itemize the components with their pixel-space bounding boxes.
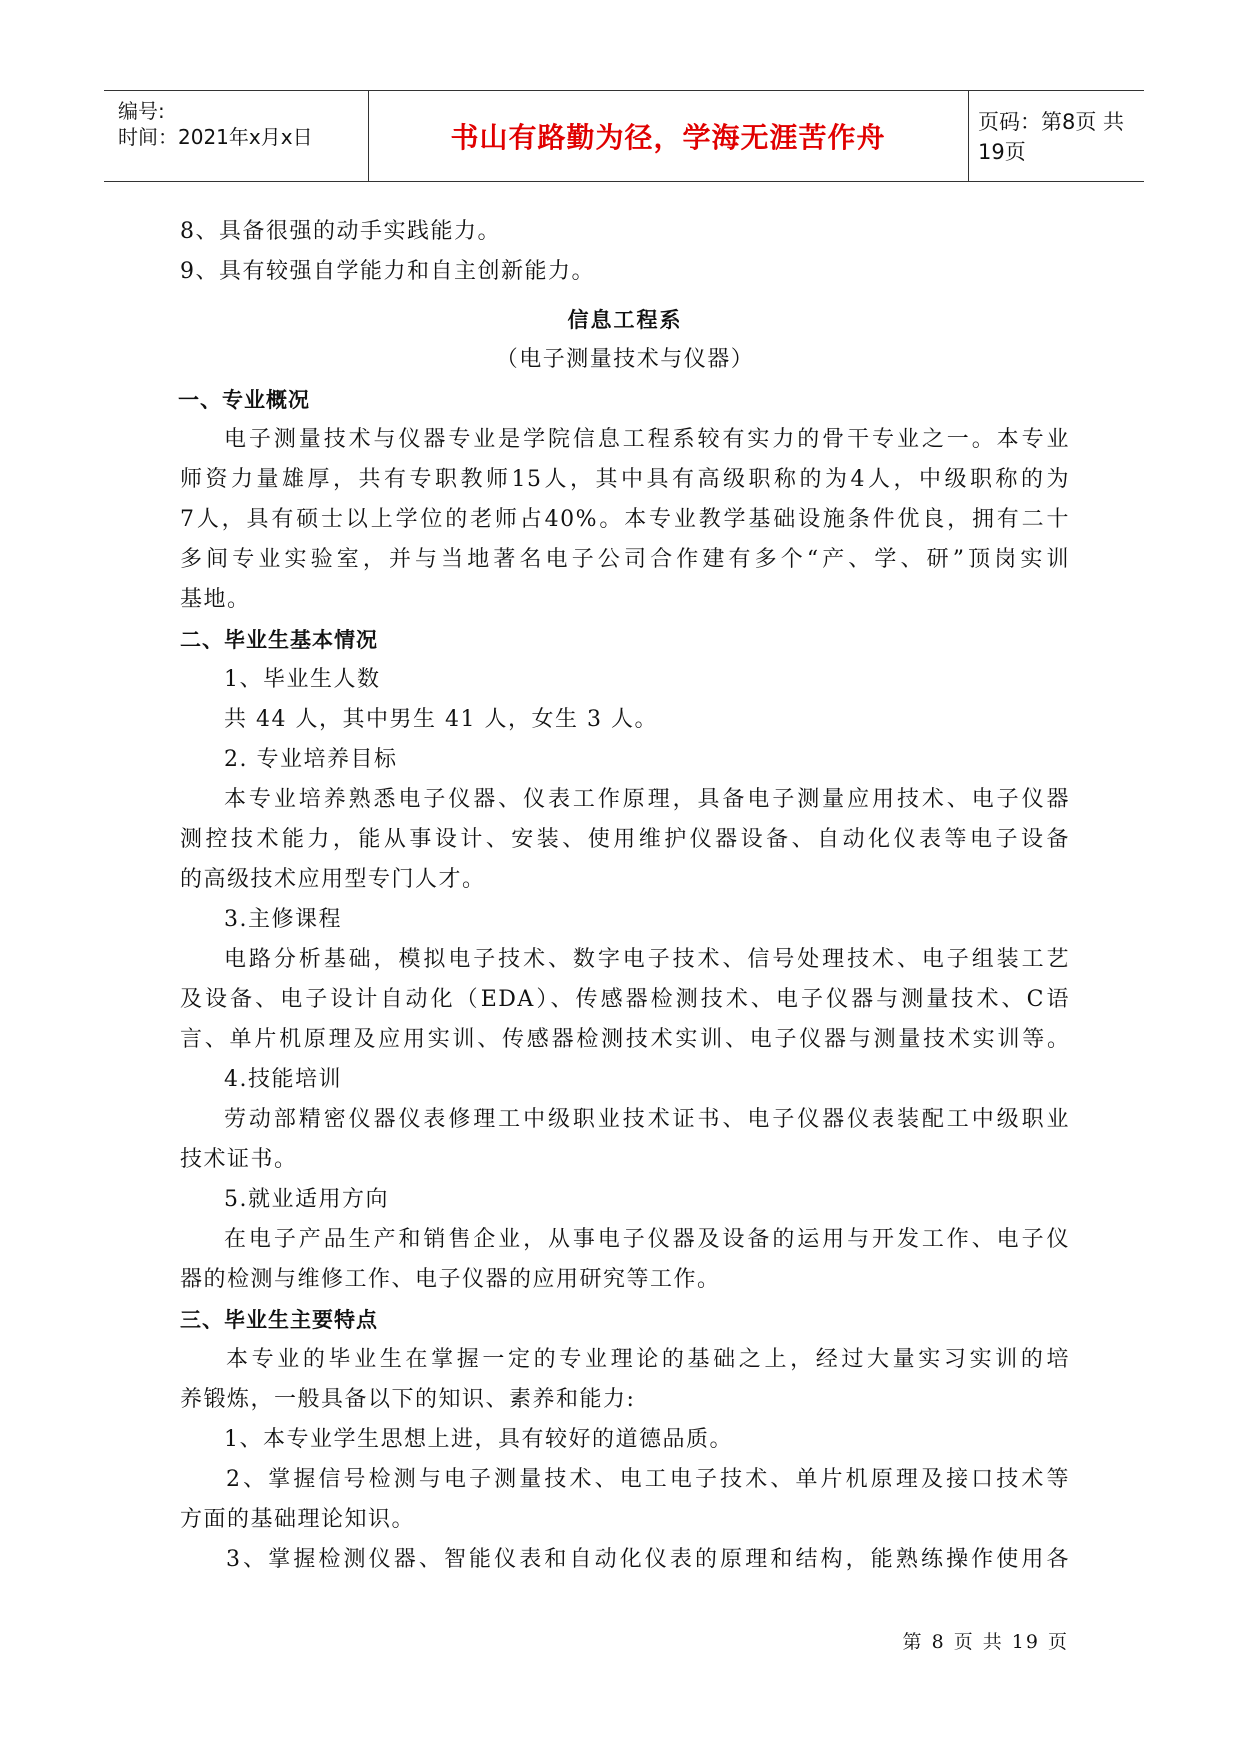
header-time-label: 时间：2021年x月x日	[118, 125, 313, 149]
feature-item-2: 2、掌握信号检测与电子测量技术、电工电子技术、单片机原理及接口技术等	[226, 1467, 1070, 1492]
paragraph-line: 师资力量雄厚，共有专职教师15人，其中具有高级职称的为4人，中级职称的为	[180, 467, 1070, 492]
subheading-graduate-count: 1、毕业生人数	[224, 667, 381, 692]
document-header	[104, 90, 1144, 182]
list-item-9: 9、具有较强自学能力和自主创新能力。	[180, 259, 595, 284]
document-body	[180, 212, 1070, 1580]
section-heading-1: 一、专业概况	[178, 388, 310, 412]
paragraph-line: 在电子产品生产和销售企业，从事电子仪器及设备的运用与开发工作、电子仪	[224, 1227, 1070, 1252]
section-heading-2: 二、毕业生基本情况	[180, 628, 378, 652]
subheading-main-courses: 3.主修课程	[224, 907, 342, 932]
subheading-training-goal: 2. 专业培养目标	[224, 747, 398, 772]
header-motto-cell	[368, 91, 969, 181]
paragraph-line: 多间专业实验室，并与当地著名电子公司合作建有多个“产、学、研”顶岗实训	[180, 547, 1070, 572]
paragraph-line: 养锻炼，一般具备以下的知识、素养和能力:	[180, 1387, 636, 1412]
paragraph-line: 及设备、电子设计自动化（EDA）、传感器检测技术、电子仪器与测量技术、C语	[180, 987, 1070, 1012]
paragraph-line: 的高级技术应用型专门人才。	[180, 867, 486, 892]
paragraph-line: 劳动部精密仪器仪表修理工中级职业技术证书、电子仪器仪表装配工中级职业	[224, 1107, 1070, 1132]
paragraph-line: 器的检测与维修工作、电子仪器的应用研究等工作。	[180, 1267, 721, 1292]
major-title: （电子测量技术与仪器）	[495, 347, 755, 372]
paragraph-line: 基地。	[180, 587, 251, 612]
header-meta-cell	[104, 91, 369, 181]
subheading-employment: 5.就业适用方向	[224, 1187, 389, 1212]
paragraph-line: 本专业的毕业生在掌握一定的专业理论的基础之上，经过大量实习实训的培	[226, 1347, 1070, 1372]
header-page-code: 页码：第8页 共19页	[978, 110, 1125, 164]
subheading-skill-training: 4.技能培训	[224, 1067, 342, 1092]
paragraph-line: 言、单片机原理及应用实训、传感器检测技术实训、电子仪器与测量技术实训等。	[180, 1027, 1070, 1052]
list-item-8: 8、具备很强的动手实践能力。	[180, 219, 501, 244]
paragraph-line: 本专业培养熟悉电子仪器、仪表工作原理，具备电子测量应用技术、电子仪器	[224, 787, 1070, 812]
department-title: 信息工程系	[567, 308, 683, 332]
paragraph-line: 电路分析基础，模拟电子技术、数字电子技术、信号处理技术、电子组装工艺	[224, 947, 1070, 972]
header-number-label: 编号:	[118, 99, 165, 123]
page-footer: 第 8 页 共 19 页	[902, 1631, 1069, 1653]
paragraph-line: 方面的基础理论知识。	[180, 1507, 416, 1532]
header-motto: 书山有路勤为径，学海无涯苦作舟	[450, 121, 886, 154]
paragraph-line: 技术证书。	[180, 1147, 298, 1172]
graduate-count-text: 共 44 人，其中男生 41 人，女生 3 人。	[224, 707, 658, 732]
section-heading-3: 三、毕业生主要特点	[180, 1308, 378, 1332]
feature-item-1: 1、本专业学生思想上进，具有较好的道德品质。	[224, 1427, 733, 1452]
feature-item-3: 3、掌握检测仪器、智能仪表和自动化仪表的原理和结构，能熟练操作使用各	[226, 1547, 1070, 1572]
header-page-cell	[968, 91, 1144, 181]
paragraph-line: 7人，具有硕士以上学位的老师占40%。本专业教学基础设施条件优良，拥有二十	[180, 507, 1070, 532]
paragraph-line: 测控技术能力，能从事设计、安装、使用维护仪器设备、自动化仪表等电子设备	[180, 827, 1070, 852]
paragraph-line: 电子测量技术与仪器专业是学院信息工程系较有实力的骨干专业之一。本专业	[224, 427, 1070, 452]
